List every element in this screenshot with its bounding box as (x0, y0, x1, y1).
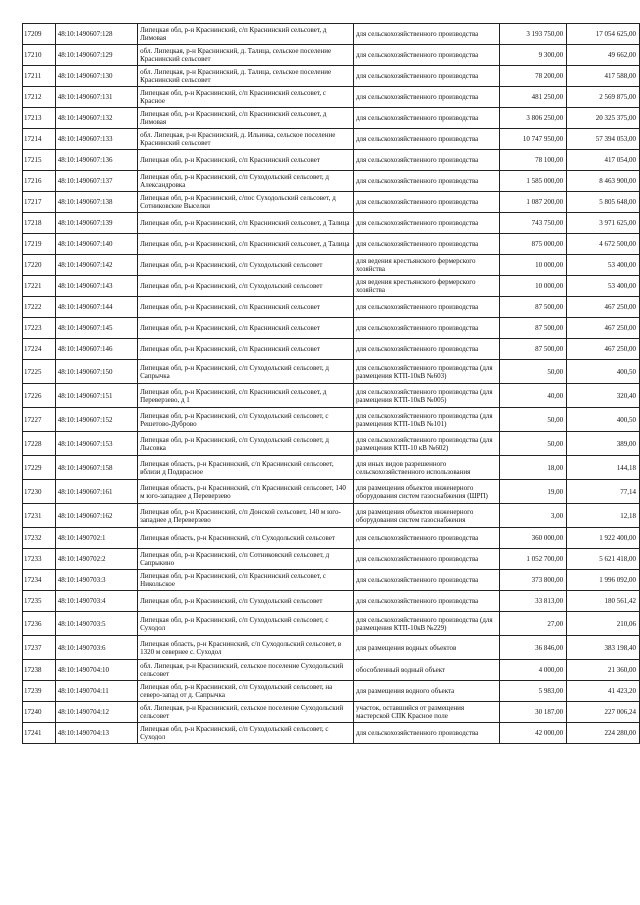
cadastral-number: 48:10:1490607:151 (55, 384, 137, 408)
cadastral-number: 48:10:1490704:13 (55, 723, 137, 744)
land-use-cell: для сельскохозяйственного производства (354, 45, 500, 66)
cadastral-value-cell: 8 463 900,00 (567, 171, 640, 192)
cadastral-number: 48:10:1490607:162 (55, 504, 137, 528)
location-cell: Липецкая обл, р-н Краснинский, с/п Суходольский сельсовет, с Суходол (138, 723, 354, 744)
cadastral-number: 48:10:1490703:6 (55, 636, 137, 660)
land-use-cell: для ведения крестьянского фермерского хозяйства (354, 255, 500, 276)
area-cell: 10 000,00 (500, 276, 567, 297)
location-cell: обл. Липецкая, р-н Краснинский, сельское поселение Суходольский сельсовет (138, 660, 354, 681)
table-row (23, 318, 640, 339)
table-row (23, 276, 640, 297)
cadastral-value-cell: 467 250,00 (567, 318, 640, 339)
table-row (23, 108, 640, 129)
cadastral-number: 48:10:1490704:10 (55, 660, 137, 681)
row-number: 17230 (23, 480, 56, 504)
cadastral-value-cell: 2 569 875,00 (567, 87, 640, 108)
cadastral-number: 48:10:1490607:139 (55, 213, 137, 234)
land-use-cell: для размещения водных объектов (354, 636, 500, 660)
location-cell: Липецкая обл, р-н Краснинский, с/п Суходольский сельсовет (138, 255, 354, 276)
table-row (23, 432, 640, 456)
land-use-cell: для сельскохозяйственного производства (354, 213, 500, 234)
land-use-cell: для сельскохозяйственного производства (354, 150, 500, 171)
table-row (23, 723, 640, 744)
cadastral-value-cell: 53 400,00 (567, 255, 640, 276)
area-cell: 10 000,00 (500, 255, 567, 276)
land-use-cell: для размещения объектов инженерного оборудования систем газоснабжения (ШРП) (354, 480, 500, 504)
cadastral-value-cell: 53 400,00 (567, 276, 640, 297)
area-cell: 78 200,00 (500, 66, 567, 87)
location-cell: Липецкая обл, р-н Краснинский, с/п Суходольский сельсовет (138, 591, 354, 612)
table-row (23, 660, 640, 681)
location-cell: обл. Липецкая, р-н Краснинский, сельское поселение Суходольский сельсовет (138, 702, 354, 723)
land-use-cell: для сельскохозяйственного производства (354, 318, 500, 339)
cadastral-number: 48:10:1490703:5 (55, 612, 137, 636)
land-use-cell: для сельскохозяйственного производства (354, 528, 500, 549)
cadastral-value-cell: 77,14 (567, 480, 640, 504)
table-row (23, 612, 640, 636)
location-cell: Липецкая обл, р-н Краснинский, с/п Суходольский сельсовет, д Сапрычка (138, 360, 354, 384)
cadastral-number: 48:10:1490607:133 (55, 129, 137, 150)
row-number: 17213 (23, 108, 56, 129)
land-use-cell: для сельскохозяйственного производства (354, 591, 500, 612)
table-row (23, 129, 640, 150)
cadastral-number: 48:10:1490607:146 (55, 339, 137, 360)
table-row (23, 87, 640, 108)
area-cell: 3 806 250,00 (500, 108, 567, 129)
land-use-cell: для сельскохозяйственного производства (354, 192, 500, 213)
cadastral-value-cell: 320,40 (567, 384, 640, 408)
cadastral-value-cell: 389,00 (567, 432, 640, 456)
row-number: 17227 (23, 408, 56, 432)
location-cell: Липецкая обл, р-н Краснинский, с/п Сотниковский сельсовет, д Сапрыкино (138, 549, 354, 570)
area-cell: 36 846,00 (500, 636, 567, 660)
row-number: 17223 (23, 318, 56, 339)
cadastral-value-cell: 467 250,00 (567, 297, 640, 318)
area-cell: 50,00 (500, 432, 567, 456)
table-row (23, 297, 640, 318)
land-use-cell: для сельскохозяйственного производства (354, 234, 500, 255)
cadastral-number: 48:10:1490607:129 (55, 45, 137, 66)
table-row (23, 636, 640, 660)
cadastral-number: 48:10:1490607:153 (55, 432, 137, 456)
land-use-cell: обособленный водный объект (354, 660, 500, 681)
area-cell: 1 585 000,00 (500, 171, 567, 192)
cadastral-value-cell: 12,18 (567, 504, 640, 528)
area-cell: 87 500,00 (500, 339, 567, 360)
row-number: 17225 (23, 360, 56, 384)
table-row (23, 339, 640, 360)
cadastral-value-cell: 417 054,00 (567, 150, 640, 171)
land-use-cell: для иных видов разрешенного сельскохозяйственного использования (354, 456, 500, 480)
area-cell: 875 000,00 (500, 234, 567, 255)
cadastral-number: 48:10:1490702:2 (55, 549, 137, 570)
table-row (23, 504, 640, 528)
location-cell: Липецкая обл, р-н Краснинский, с/п Краснинский сельсовет, д Талица (138, 234, 354, 255)
table-row (23, 255, 640, 276)
table-row (23, 702, 640, 723)
area-cell: 78 100,00 (500, 150, 567, 171)
cadastral-number: 48:10:1490607:144 (55, 297, 137, 318)
table-row (23, 45, 640, 66)
location-cell: Липецкая обл, р-н Краснинский, с/п Суходольский сельсовет (138, 276, 354, 297)
location-cell: обл. Липецкая, р-н Краснинский, д. Талица, сельское поселение Краснинский сельсовет (138, 45, 354, 66)
location-cell: Липецкая обл, р-н Краснинский, с/п Краснинский сельсовет, с Никольское (138, 570, 354, 591)
table-row (23, 480, 640, 504)
area-cell: 87 500,00 (500, 297, 567, 318)
row-number: 17219 (23, 234, 56, 255)
row-number: 17232 (23, 528, 56, 549)
row-number: 17216 (23, 171, 56, 192)
row-number: 17209 (23, 24, 56, 45)
row-number: 17229 (23, 456, 56, 480)
table-row (23, 192, 640, 213)
land-use-cell: для сельскохозяйственного производства (для размещения КТП-10кВ №603) (354, 360, 500, 384)
cadastral-number: 48:10:1490704:11 (55, 681, 137, 702)
cadastral-number: 48:10:1490607:150 (55, 360, 137, 384)
cadastral-number: 48:10:1490607:130 (55, 66, 137, 87)
cadastral-number: 48:10:1490703:4 (55, 591, 137, 612)
cadastral-value-cell: 41 423,20 (567, 681, 640, 702)
row-number: 17221 (23, 276, 56, 297)
table-row (23, 66, 640, 87)
location-cell: Липецкая обл, р-н Краснинский, с/п Краснинский сельсовет, д Талица (138, 213, 354, 234)
location-cell: Липецкая область, р-н Краснинский, с/п Суходольский сельсовет, в 1320 м севернее с. Суходол (138, 636, 354, 660)
area-cell: 30 187,00 (500, 702, 567, 723)
land-use-cell: для размещения объектов инженерного оборудования систем газоснабжения (354, 504, 500, 528)
location-cell: Липецкая область, р-н Краснинский, с/п Суходольский сельсовет (138, 528, 354, 549)
area-cell: 50,00 (500, 408, 567, 432)
row-number: 17222 (23, 297, 56, 318)
cadastral-value-cell: 3 971 625,00 (567, 213, 640, 234)
cadastral-value-cell: 20 325 375,00 (567, 108, 640, 129)
cadastral-value-cell: 383 198,40 (567, 636, 640, 660)
land-use-cell: для сельскохозяйственного производства (354, 297, 500, 318)
cadastral-number: 48:10:1490607:136 (55, 150, 137, 171)
table-row (23, 549, 640, 570)
area-cell: 19,00 (500, 480, 567, 504)
table-row (23, 681, 640, 702)
row-number: 17228 (23, 432, 56, 456)
location-cell: Липецкая область, р-н Краснинский, с/п Краснинский сельсовет, 140 м юго-западнее д Переверзево (138, 480, 354, 504)
cadastral-value-cell: 400,50 (567, 408, 640, 432)
land-use-cell: для сельскохозяйственного производства (354, 87, 500, 108)
cadastral-value-cell: 49 662,00 (567, 45, 640, 66)
cadastral-value-cell: 227 006,24 (567, 702, 640, 723)
location-cell: Липецкая обл, р-н Краснинский, с/пос Суходольский сельсовет, д Сотниковские Выселки (138, 192, 354, 213)
cadastral-value-cell: 1 922 400,00 (567, 528, 640, 549)
table-row (23, 456, 640, 480)
table-row (23, 234, 640, 255)
row-number: 17236 (23, 612, 56, 636)
location-cell: Липецкая обл, р-н Краснинский, с/п Суходольский сельсовет, с Решетово-Дуброво (138, 408, 354, 432)
table-row (23, 360, 640, 384)
area-cell: 743 750,00 (500, 213, 567, 234)
cadastral-value-cell: 57 394 053,00 (567, 129, 640, 150)
area-cell: 50,00 (500, 360, 567, 384)
area-cell: 1 087 200,00 (500, 192, 567, 213)
area-cell: 3 193 750,00 (500, 24, 567, 45)
location-cell: Липецкая обл, р-н Краснинский, с/п Суходольский сельсовет, д Александровка (138, 171, 354, 192)
cadastral-value-cell: 400,50 (567, 360, 640, 384)
row-number: 17215 (23, 150, 56, 171)
land-use-cell: для сельскохозяйственного производства (354, 129, 500, 150)
cadastral-number: 48:10:1490607:158 (55, 456, 137, 480)
row-number: 17231 (23, 504, 56, 528)
row-number: 17218 (23, 213, 56, 234)
cadastral-value-cell: 180 561,42 (567, 591, 640, 612)
table-row (23, 591, 640, 612)
location-cell: Липецкая обл, р-н Краснинский, с/п Краснинский сельсовет, д Лимовая (138, 24, 354, 45)
cadastral-number: 48:10:1490607:145 (55, 318, 137, 339)
cadastral-value-cell: 417 588,00 (567, 66, 640, 87)
area-cell: 42 000,00 (500, 723, 567, 744)
location-cell: Липецкая обл, р-н Краснинский, с/п Краснинский сельсовет, с Красное (138, 87, 354, 108)
location-cell: обл. Липецкая, р-н Краснинский, д. Талица, сельское поселение Краснинский сельсовет (138, 66, 354, 87)
location-cell: Липецкая обл, р-н Краснинский, с/п Донской сельсовет, 140 м юго-западнее д Переверзево (138, 504, 354, 528)
cadastral-value-cell: 210,06 (567, 612, 640, 636)
location-cell: Липецкая обл, р-н Краснинский, с/п Краснинский сельсовет (138, 318, 354, 339)
location-cell: Липецкая обл, р-н Краснинский, с/п Суходольский сельсовет, с Суходол (138, 612, 354, 636)
row-number: 17237 (23, 636, 56, 660)
land-use-cell: для размещения водного объекта (354, 681, 500, 702)
cadastral-value-cell: 17 054 625,00 (567, 24, 640, 45)
table-row (23, 384, 640, 408)
area-cell: 4 000,00 (500, 660, 567, 681)
land-use-cell: для ведения крестьянского фермерского хозяйства (354, 276, 500, 297)
cadastral-value-cell: 4 672 500,00 (567, 234, 640, 255)
area-cell: 33 813,00 (500, 591, 567, 612)
land-use-cell: для сельскохозяйственного производства (для размещения КТП-10 кВ №602) (354, 432, 500, 456)
row-number: 17226 (23, 384, 56, 408)
row-number: 17235 (23, 591, 56, 612)
table-row (23, 528, 640, 549)
cadastral-value-cell: 5 805 648,00 (567, 192, 640, 213)
row-number: 17239 (23, 681, 56, 702)
location-cell: Липецкая обл, р-н Краснинский, с/п Краснинский сельсовет (138, 150, 354, 171)
cadastral-number: 48:10:1490704:12 (55, 702, 137, 723)
cadastral-value-cell: 144,18 (567, 456, 640, 480)
cadastral-number: 48:10:1490607:131 (55, 87, 137, 108)
area-cell: 5 983,00 (500, 681, 567, 702)
table-row (23, 213, 640, 234)
area-cell: 87 500,00 (500, 318, 567, 339)
location-cell: обл. Липецкая, р-н Краснинский, д. Ильинка, сельское поселение Краснинский сельсовет (138, 129, 354, 150)
cadastral-value-cell: 467 250,00 (567, 339, 640, 360)
row-number: 17238 (23, 660, 56, 681)
location-cell: Липецкая обл, р-н Краснинский, с/п Суходольский сельсовет, на северо-запад от д. Сапрычка (138, 681, 354, 702)
land-use-cell: для сельскохозяйственного производства (354, 108, 500, 129)
location-cell: Липецкая обл, р-н Краснинский, с/п Краснинский сельсовет (138, 297, 354, 318)
cadastral-number: 48:10:1490607:143 (55, 276, 137, 297)
cadastral-value-cell: 224 280,00 (567, 723, 640, 744)
table-body (23, 24, 640, 744)
land-use-cell: для сельскохозяйственного производства (354, 723, 500, 744)
cadastral-number: 48:10:1490607:132 (55, 108, 137, 129)
row-number: 17211 (23, 66, 56, 87)
location-cell: Липецкая обл, р-н Краснинский, с/п Краснинский сельсовет, д Переверзево, д 1 (138, 384, 354, 408)
area-cell: 1 052 700,00 (500, 549, 567, 570)
location-cell: Липецкая обл, р-н Краснинский, с/п Суходольский сельсовет, д Лысовка (138, 432, 354, 456)
cadastral-value-cell: 1 996 092,00 (567, 570, 640, 591)
row-number: 17212 (23, 87, 56, 108)
land-use-cell: для сельскохозяйственного производства (354, 24, 500, 45)
cadastral-number: 48:10:1490607:142 (55, 255, 137, 276)
land-use-cell: для сельскохозяйственного производства (354, 549, 500, 570)
location-cell: Липецкая обл, р-н Краснинский, с/п Краснинский сельсовет, д Лимовая (138, 108, 354, 129)
area-cell: 40,00 (500, 384, 567, 408)
area-cell: 9 300,00 (500, 45, 567, 66)
cadastral-number: 48:10:1490607:152 (55, 408, 137, 432)
area-cell: 10 747 950,00 (500, 129, 567, 150)
cadastral-value-cell: 5 621 418,00 (567, 549, 640, 570)
table-row (23, 150, 640, 171)
land-use-cell: для сельскохозяйственного производства (для размещения КТП-10кВ №005) (354, 384, 500, 408)
cadastral-number: 48:10:1490607:140 (55, 234, 137, 255)
table-row (23, 24, 640, 45)
cadastral-number: 48:10:1490607:161 (55, 480, 137, 504)
land-use-cell: участок, оставшийся от размещения мастерской СПК Красное поле (354, 702, 500, 723)
land-use-cell: для сельскохозяйственного производства (354, 66, 500, 87)
row-number: 17217 (23, 192, 56, 213)
area-cell: 27,00 (500, 612, 567, 636)
row-number: 17234 (23, 570, 56, 591)
row-number: 17224 (23, 339, 56, 360)
area-cell: 3,00 (500, 504, 567, 528)
land-use-cell: для сельскохозяйственного производства (354, 570, 500, 591)
area-cell: 360 000,00 (500, 528, 567, 549)
cadastral-value-cell: 21 360,00 (567, 660, 640, 681)
land-registry-table (22, 23, 640, 744)
cadastral-number: 48:10:1490703:3 (55, 570, 137, 591)
land-use-cell: для сельскохозяйственного производства (354, 339, 500, 360)
area-cell: 18,00 (500, 456, 567, 480)
land-use-cell: для сельскохозяйственного производства (для размещения КТП-10кВ №229) (354, 612, 500, 636)
table-row (23, 570, 640, 591)
row-number: 17210 (23, 45, 56, 66)
land-use-cell: для сельскохозяйственного производства (для размещения КТП-10кВ №101) (354, 408, 500, 432)
area-cell: 373 800,00 (500, 570, 567, 591)
cadastral-number: 48:10:1490702:1 (55, 528, 137, 549)
cadastral-number: 48:10:1490607:137 (55, 171, 137, 192)
location-cell: Липецкая область, р-н Краснинский, с/п Краснинский сельсовет, вблизи д Подврасное (138, 456, 354, 480)
row-number: 17241 (23, 723, 56, 744)
location-cell: Липецкая обл, р-н Краснинский, с/п Краснинский сельсовет (138, 339, 354, 360)
row-number: 17240 (23, 702, 56, 723)
row-number: 17233 (23, 549, 56, 570)
area-cell: 481 250,00 (500, 87, 567, 108)
row-number: 17220 (23, 255, 56, 276)
cadastral-number: 48:10:1490607:138 (55, 192, 137, 213)
land-use-cell: для сельскохозяйственного производства (354, 171, 500, 192)
table-row (23, 171, 640, 192)
table-row (23, 408, 640, 432)
cadastral-number: 48:10:1490607:128 (55, 24, 137, 45)
row-number: 17214 (23, 129, 56, 150)
